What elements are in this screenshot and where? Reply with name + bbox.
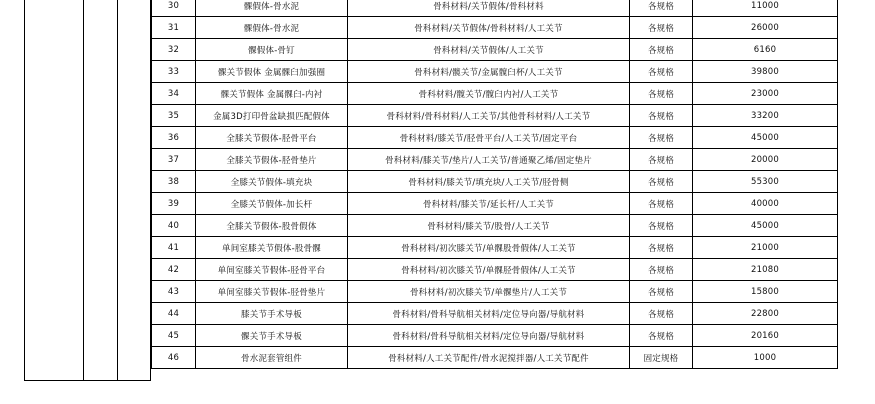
product-name[interactable]: 单间室膝关节假体-股骨髁	[196, 237, 348, 259]
product-price[interactable]: 21000	[693, 237, 838, 259]
product-category[interactable]: 骨科材料/初次膝关节/单髁胫骨假体/人工关节	[348, 259, 630, 281]
table-row	[152, 325, 838, 347]
product-name[interactable]: 膝关节手术导板	[196, 303, 348, 325]
product-name[interactable]: 全膝关节假体-加长杆	[196, 193, 348, 215]
product-price[interactable]: 20000	[693, 149, 838, 171]
product-price[interactable]: 45000	[693, 215, 838, 237]
product-category[interactable]: 骨科材料/人工关节配件/骨水泥搅拌器/人工关节配件	[348, 347, 630, 369]
product-spec[interactable]: 各规格	[630, 325, 693, 347]
product-table	[151, 0, 838, 369]
table-row	[152, 105, 838, 127]
product-price[interactable]: 22800	[693, 303, 838, 325]
row-number[interactable]: 39	[152, 193, 196, 215]
product-price[interactable]: 15800	[693, 281, 838, 303]
product-price[interactable]: 11000	[693, 0, 838, 17]
product-spec[interactable]: 各规格	[630, 171, 693, 193]
product-spec[interactable]: 各规格	[630, 237, 693, 259]
table-row	[152, 347, 838, 369]
product-category[interactable]: 骨科材料/膝关节/垫片/人工关节/普通聚乙烯/固定垫片	[348, 149, 630, 171]
product-price[interactable]: 45000	[693, 127, 838, 149]
table-row	[152, 303, 838, 325]
row-number[interactable]: 45	[152, 325, 196, 347]
product-spec[interactable]: 各规格	[630, 0, 693, 17]
row-number[interactable]: 34	[152, 83, 196, 105]
row-number[interactable]: 41	[152, 237, 196, 259]
table-row	[152, 83, 838, 105]
product-name[interactable]: 全膝关节假体-胫骨垫片	[196, 149, 348, 171]
product-spec[interactable]: 各规格	[630, 83, 693, 105]
product-price[interactable]: 26000	[693, 17, 838, 39]
product-price[interactable]: 20160	[693, 325, 838, 347]
product-name[interactable]: 全膝关节假体-填充块	[196, 171, 348, 193]
product-category[interactable]: 骨科材料/骨科导航相关材料/定位导向器/导航材料	[348, 303, 630, 325]
product-category[interactable]: 骨科材料/骨科导航相关材料/定位导向器/导航材料	[348, 325, 630, 347]
product-name[interactable]: 髁假体-骨钉	[196, 39, 348, 61]
row-number[interactable]: 30	[152, 0, 196, 17]
product-spec[interactable]: 各规格	[630, 17, 693, 39]
product-price[interactable]: 21080	[693, 259, 838, 281]
product-spec[interactable]: 各规格	[630, 61, 693, 83]
product-price[interactable]: 6160	[693, 39, 838, 61]
product-name[interactable]: 髁关节假体 金属髁臼加强圈	[196, 61, 348, 83]
product-spec[interactable]: 各规格	[630, 303, 693, 325]
table-row	[152, 17, 838, 39]
product-price[interactable]: 33200	[693, 105, 838, 127]
product-spec[interactable]: 各规格	[630, 215, 693, 237]
product-name[interactable]: 全膝关节假体-股骨假体	[196, 215, 348, 237]
product-category[interactable]: 骨科材料/初次膝关节/单髁股骨假体/人工关节	[348, 237, 630, 259]
table-row	[152, 39, 838, 61]
table-row	[152, 127, 838, 149]
product-category[interactable]: 骨科材料/膝关节/股骨/人工关节	[348, 215, 630, 237]
row-number[interactable]: 38	[152, 171, 196, 193]
row-number[interactable]: 31	[152, 17, 196, 39]
row-number[interactable]: 46	[152, 347, 196, 369]
product-spec[interactable]: 各规格	[630, 281, 693, 303]
product-category[interactable]: 骨科材料/骨科材料/人工关节/其他骨科材料/人工关节	[348, 105, 630, 127]
left-column-1	[24, 0, 83, 381]
product-name[interactable]: 单间室膝关节假体-胫骨垫片	[196, 281, 348, 303]
table-row	[152, 281, 838, 303]
product-category[interactable]: 骨科材料/髋关节/金属髋臼杯/人工关节	[348, 61, 630, 83]
product-price[interactable]: 1000	[693, 347, 838, 369]
table-row	[152, 61, 838, 83]
table-row	[152, 259, 838, 281]
product-price[interactable]: 23000	[693, 83, 838, 105]
row-number[interactable]: 32	[152, 39, 196, 61]
product-name[interactable]: 骨水泥套管组件	[196, 347, 348, 369]
row-number[interactable]: 40	[152, 215, 196, 237]
product-name[interactable]: 金属3D打印骨盆缺损匹配假体	[196, 105, 348, 127]
product-name[interactable]: 单间室膝关节假体-胫骨平台	[196, 259, 348, 281]
row-number[interactable]: 37	[152, 149, 196, 171]
row-number[interactable]: 36	[152, 127, 196, 149]
product-category[interactable]: 骨科材料/关节假体/人工关节	[348, 39, 630, 61]
table-row	[152, 193, 838, 215]
row-number[interactable]: 42	[152, 259, 196, 281]
row-number[interactable]: 35	[152, 105, 196, 127]
table-row	[152, 237, 838, 259]
product-price[interactable]: 40000	[693, 193, 838, 215]
product-category[interactable]: 骨科材料/关节假体/骨科材料/人工关节	[348, 17, 630, 39]
product-name[interactable]: 髁假体-骨水泥	[196, 17, 348, 39]
product-category[interactable]: 骨科材料/关节假体/骨科材料	[348, 0, 630, 17]
table-row	[152, 149, 838, 171]
product-spec[interactable]: 各规格	[630, 105, 693, 127]
product-category[interactable]: 骨科材料/初次膝关节/单髁垫片/人工关节	[348, 281, 630, 303]
row-number[interactable]: 33	[152, 61, 196, 83]
product-category[interactable]: 骨科材料/髋关节/髋臼内衬/人工关节	[348, 83, 630, 105]
product-spec[interactable]: 各规格	[630, 193, 693, 215]
product-price[interactable]: 39800	[693, 61, 838, 83]
left-column-3	[117, 0, 151, 381]
row-number[interactable]: 44	[152, 303, 196, 325]
left-column-2	[83, 0, 117, 381]
product-spec[interactable]: 固定规格	[630, 347, 693, 369]
product-spec[interactable]: 各规格	[630, 127, 693, 149]
product-name[interactable]: 髁关节手术导板	[196, 325, 348, 347]
table-row	[152, 0, 838, 17]
left-columns-bottom-border	[24, 380, 151, 381]
product-category[interactable]: 骨科材料/膝关节/填充块/人工关节/胫骨侧	[348, 171, 630, 193]
product-spec[interactable]: 各规格	[630, 149, 693, 171]
product-category[interactable]: 骨科材料/膝关节/胫骨平台/人工关节/固定平台	[348, 127, 630, 149]
table-row	[152, 215, 838, 237]
product-name[interactable]: 髁假体-骨水泥	[196, 0, 348, 17]
product-spec[interactable]: 各规格	[630, 259, 693, 281]
product-category[interactable]: 骨科材料/膝关节/延长杆/人工关节	[348, 193, 630, 215]
product-spec[interactable]: 各规格	[630, 39, 693, 61]
row-number[interactable]: 43	[152, 281, 196, 303]
table-row	[152, 171, 838, 193]
product-name[interactable]: 髁关节假体 金属髁臼-内衬	[196, 83, 348, 105]
product-name[interactable]: 全膝关节假体-胫骨平台	[196, 127, 348, 149]
product-price[interactable]: 55300	[693, 171, 838, 193]
